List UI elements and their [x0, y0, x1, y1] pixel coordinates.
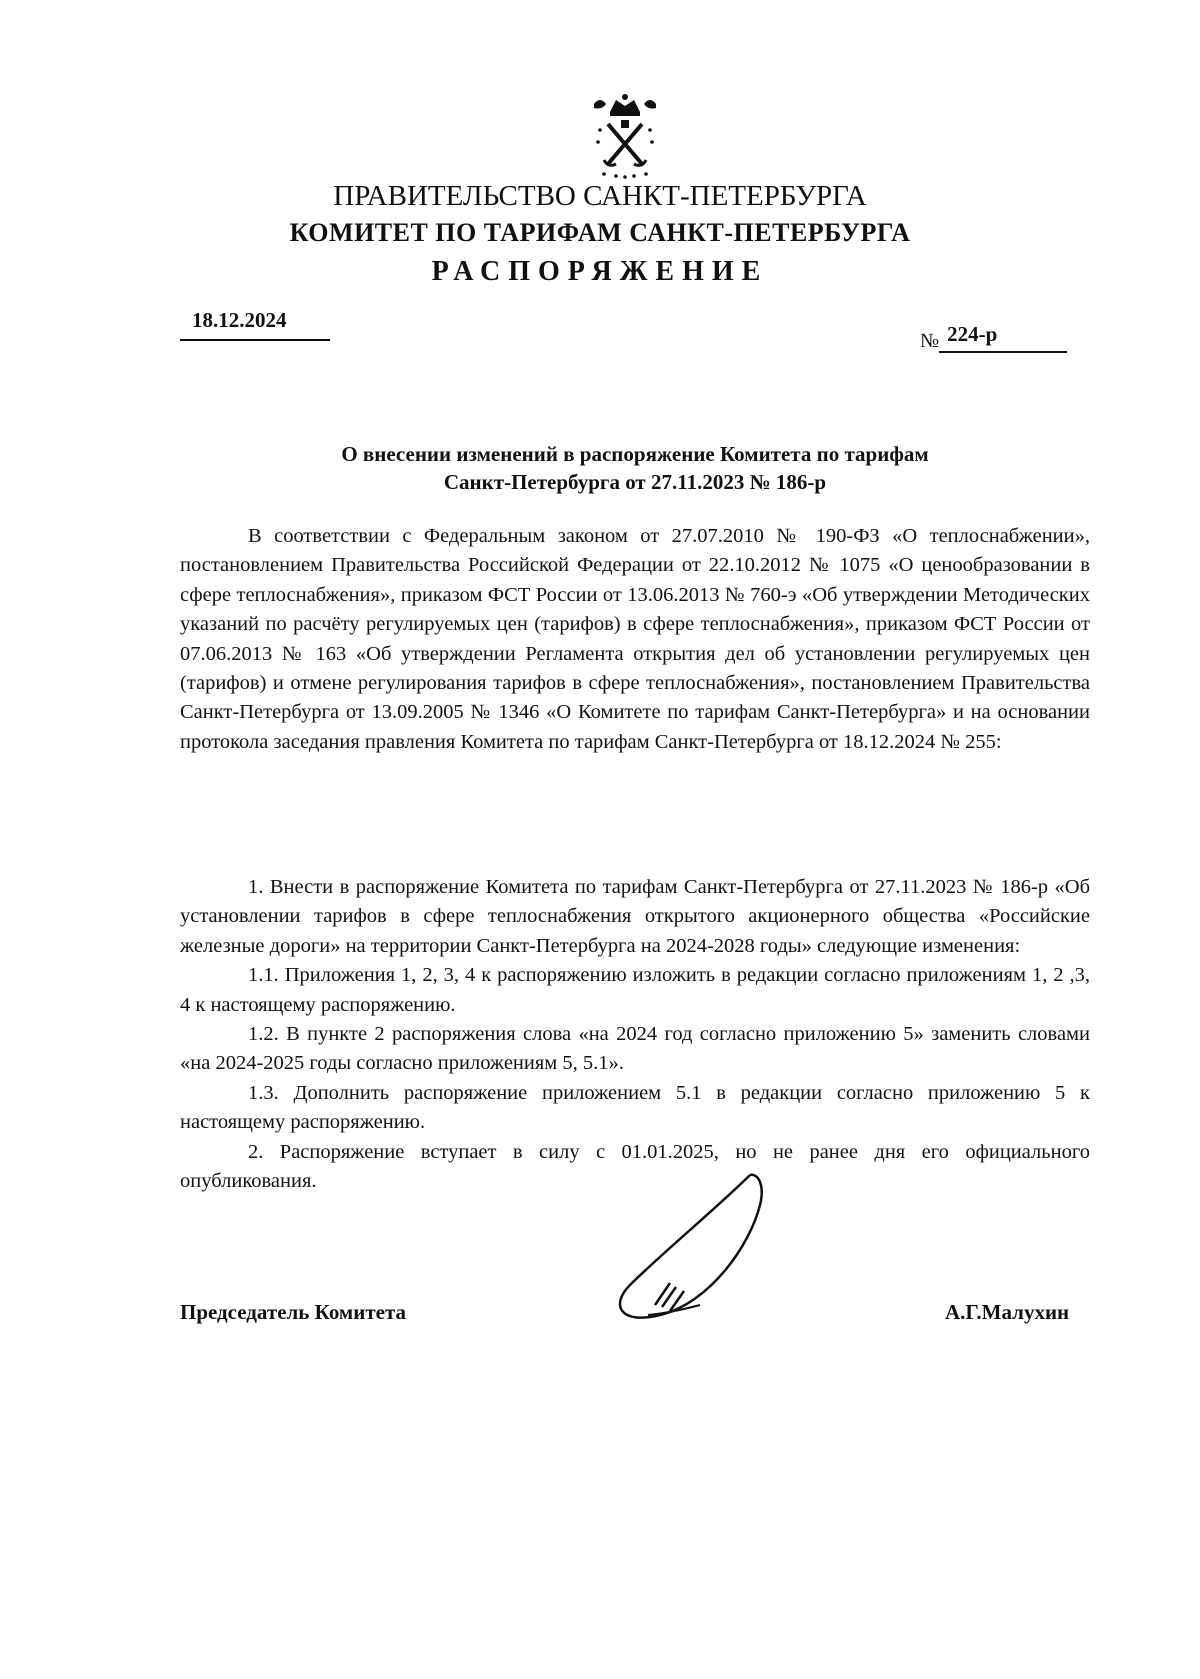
document-date: 18.12.2024	[180, 308, 330, 341]
point-2: 2. Распоряжение вступает в силу с 01.01.2025, но не ранее дня его официального опубликования.	[180, 1140, 1090, 1193]
document-number-row	[920, 322, 1090, 353]
signatory-name: А.Г.Малухин	[945, 1300, 1070, 1324]
title-line-1: О внесении изменений в распоряжение Комитета по тарифам	[341, 442, 929, 466]
document-title	[180, 440, 1090, 496]
point-1-2: 1.2. В пункте 2 распоряжения слова «на 2024 год согласно приложению 5» заменить словами «на 2024-2025 годы согласно приложениям 5, 5.1».	[180, 1023, 1090, 1075]
document-number: 224-р	[939, 322, 1067, 353]
preamble-section	[180, 522, 1090, 757]
spb-coat-of-arms-icon	[580, 90, 670, 180]
resolution-points	[180, 873, 1090, 1196]
committee-name: КОМИТЕТ ПО ТАРИФАМ САНКТ-ПЕТЕРБУРГА	[289, 218, 911, 247]
preamble-paragraph: В соответствии с Федеральным законом от 27.07.2010 № 190-ФЗ «О теплоснабжении», постановлением Правительства Российской Федерации от 22.10.2012 № 1075 «О ценообразовании в сфере теплоснабжения», приказом ФСТ России от 13.06.2013 № 760-э «Об утверждении Методических указаний по расчёту регулируемых цен (тарифов) в сфере теплоснабжения», приказом ФСТ России от 07.06.2013 № 163 «Об утверждении Регламента открытия дел об установлении регулируемых цен (тарифов) и отмене регулирования тарифов в сфере теплоснабжения», постановлением Правительства Санкт-Петербурга от 13.09.2005 № 1346 «О Комитете по тарифам Санкт-Петербурга» и на основании протокола заседания правления Комитета по тарифам Санкт-Петербурга от 18.12.2024 № 255:	[180, 525, 1090, 753]
number-sign: №	[920, 330, 940, 352]
document-type: РАСПОРЯЖЕНИЕ	[431, 256, 769, 287]
point-1-1: 1.1. Приложения 1, 2, 3, 4 к распоряжению изложить в редакции согласно приложениям 1, 2 ,3, 4 к настоящему распоряжению.	[180, 964, 1090, 1016]
signatory-role: Председатель Комитета	[180, 1300, 407, 1324]
point-1-3: 1.3. Дополнить распоряжение приложением 5.1 в редакции согласно приложению 5 к настоящему распоряжению.	[180, 1081, 1090, 1134]
government-name: ПРАВИТЕЛЬСТВО САНКТ-ПЕТЕРБУРГА	[333, 180, 867, 212]
title-line-2: Санкт-Петербурга от 27.11.2023 № 186-р	[443, 470, 827, 494]
point-1: 1. Внести в распоряжение Комитета по тарифам Санкт-Петербурга от 27.11.2023 № 186-р «Об установлении тарифов в сфере теплоснабжения открытого акционерного общества «Российские железные дороги» на территории Санкт-Петербурга на 2024-2028 годы» следующие изменения:	[180, 876, 1090, 957]
handwritten-signature-icon	[600, 1165, 820, 1335]
